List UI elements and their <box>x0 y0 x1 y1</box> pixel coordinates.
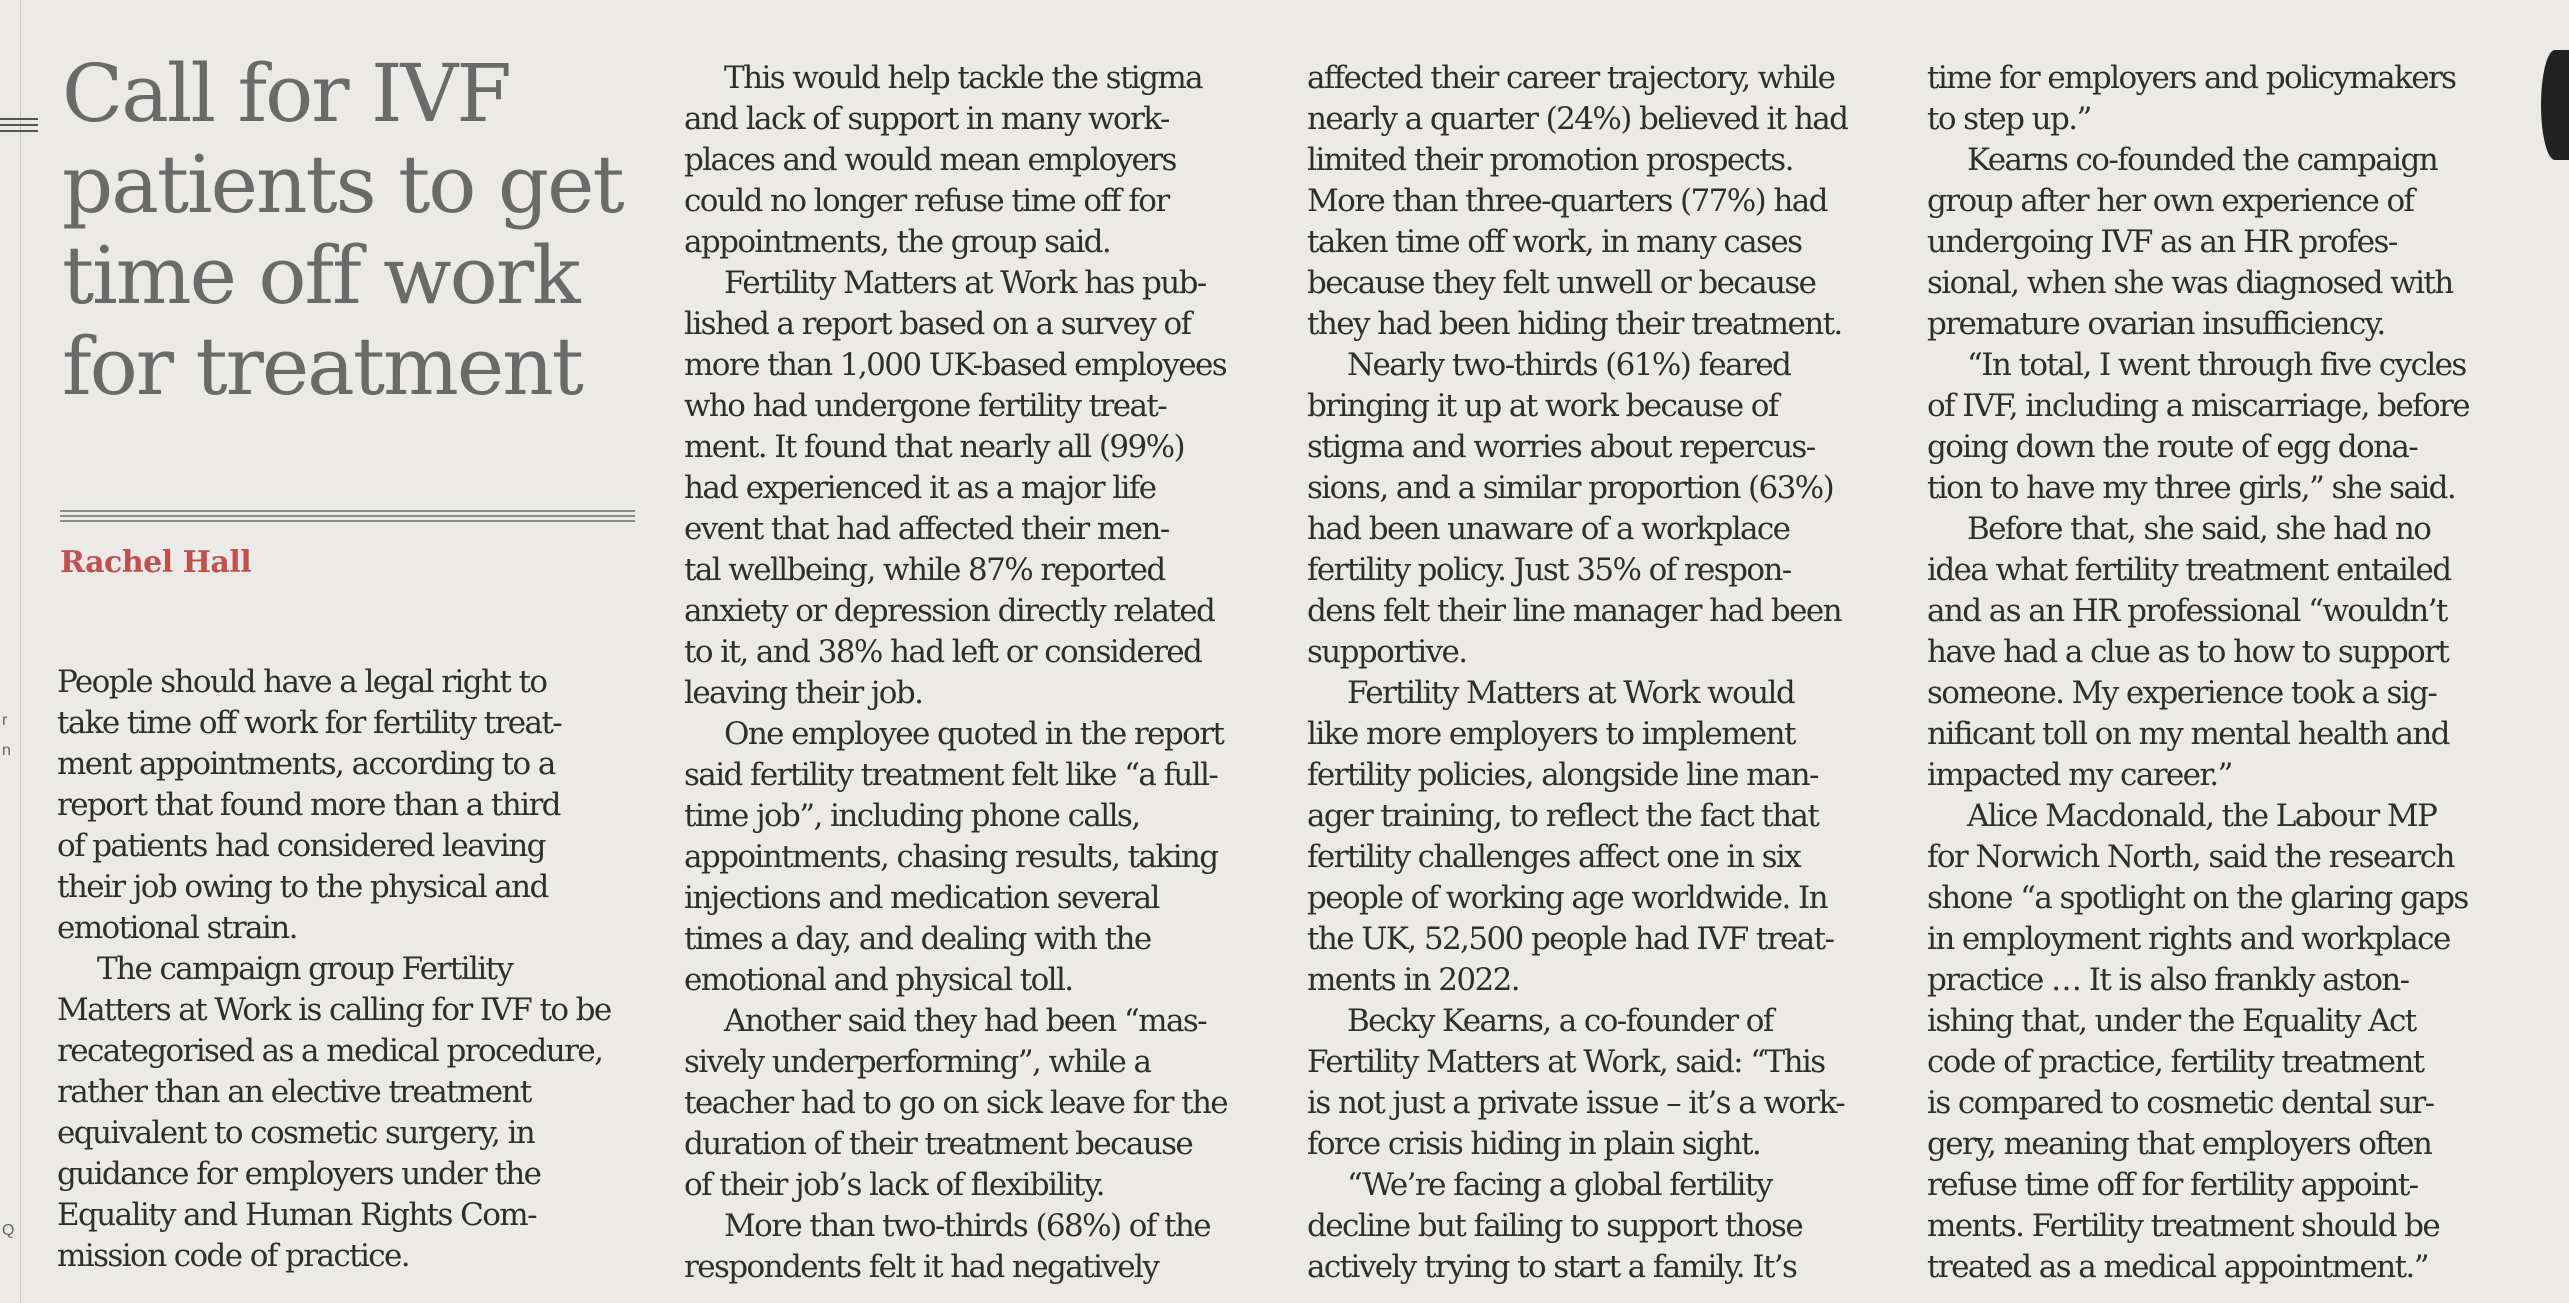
text-line: gery, meaning that employers often <box>1927 1126 2432 1162</box>
text-line: More than three-quarters (77%) had <box>1307 183 1827 219</box>
text-line: the UK, 52,500 people had IVF treat- <box>1307 921 1834 957</box>
text-line: idea what fertility treatment entailed <box>1927 552 2451 588</box>
rule-line <box>60 520 635 522</box>
text-line: could no longer refuse time off for <box>684 183 1169 219</box>
text-line: limited their promotion prospects. <box>1307 142 1793 178</box>
text-line: treated as a medical appointment.” <box>1927 1249 2428 1285</box>
text-line: nificant toll on my mental health and <box>1927 716 2449 752</box>
text-line: More than two-thirds (68%) of the <box>724 1208 1210 1244</box>
text-line: and lack of support in many work- <box>684 101 1169 137</box>
text-line: ments in 2022. <box>1307 962 1520 998</box>
article-paragraph <box>1307 345 1887 673</box>
text-line: supportive. <box>1307 634 1467 670</box>
text-line: shone “a spotlight on the glaring gaps <box>1927 880 2468 916</box>
text-line: and as an HR professional “wouldn’t <box>1927 593 2447 629</box>
text-line: appointments, the group said. <box>684 224 1111 260</box>
text-line: People should have a legal right to <box>57 664 547 700</box>
headline-line: patients to get <box>62 138 623 231</box>
text-line: decline but failing to support those <box>1307 1208 1803 1244</box>
text-line: Kearns co-founded the campaign <box>1967 142 2438 178</box>
article-paragraph <box>1927 140 2507 345</box>
article-column-3 <box>1307 58 1887 1288</box>
article-paragraph <box>1927 345 2507 509</box>
text-line: equivalent to cosmetic surgery, in <box>57 1115 535 1151</box>
text-line: fertility challenges affect one in six <box>1307 839 1801 875</box>
text-line: sions, and a similar proportion (63%) <box>1307 470 1834 506</box>
text-line: lished a report based on a survey of <box>684 306 1191 342</box>
text-line: “In total, I went through five cycles <box>1967 347 2466 383</box>
text-line: time job”, including phone calls, <box>684 798 1140 834</box>
text-line: “We’re facing a global fertility <box>1347 1167 1772 1203</box>
text-line: Matters at Work is calling for IVF to be <box>57 992 611 1028</box>
text-line: rather than an elective treatment <box>57 1074 531 1110</box>
text-line: sional, when she was diagnosed with <box>1927 265 2453 301</box>
text-line: ager training, to reflect the fact that <box>1307 798 1819 834</box>
text-line: taken time off work, in many cases <box>1307 224 1802 260</box>
text-line: respondents felt it had negatively <box>684 1249 1159 1285</box>
text-line: impacted my career.” <box>1927 757 2232 793</box>
text-line: anxiety or depression directly related <box>684 593 1215 629</box>
text-line: have had a clue as to how to support <box>1927 634 2449 670</box>
text-line: recategorised as a medical procedure, <box>57 1033 603 1069</box>
text-line: someone. My experience took a sig- <box>1927 675 2437 711</box>
article-paragraph <box>1927 509 2507 796</box>
text-line: of IVF, including a miscarriage, before <box>1927 388 2469 424</box>
text-line: in employment rights and workplace <box>1927 921 2450 957</box>
margin-mark: r <box>2 712 8 729</box>
article-paragraph <box>684 263 1264 714</box>
article-paragraph <box>684 58 1264 263</box>
text-line: more than 1,000 UK-based employees <box>684 347 1227 383</box>
text-line: Fertility Matters at Work has pub- <box>724 265 1206 301</box>
text-line: injections and medication several <box>684 880 1159 916</box>
text-line: Becky Kearns, a co-founder of <box>1347 1003 1773 1039</box>
text-line: like more employers to implement <box>1307 716 1795 752</box>
text-line: to step up.” <box>1927 101 2091 137</box>
text-line: leaving their job. <box>684 675 923 711</box>
text-line: undergoing IVF as an HR profes- <box>1927 224 2397 260</box>
text-line: tal wellbeing, while 87% reported <box>684 552 1165 588</box>
text-line: time for employers and policymakers <box>1927 60 2456 96</box>
byline-rules <box>60 510 635 525</box>
text-line: force crisis hiding in plain sight. <box>1307 1126 1761 1162</box>
text-line: duration of their treatment because <box>684 1126 1193 1162</box>
text-line: One employee quoted in the report <box>724 716 1224 752</box>
article-column-1 <box>57 662 637 1277</box>
article-paragraph <box>57 949 637 1277</box>
text-line: Nearly two-thirds (61%) feared <box>1347 347 1791 383</box>
text-line: ishing that, under the Equality Act <box>1927 1003 2416 1039</box>
text-line: fertility policy. Just 35% of respon- <box>1307 552 1791 588</box>
text-line: affected their career trajectory, while <box>1307 60 1835 96</box>
text-line: is not just a private issue – it’s a work- <box>1307 1085 1845 1121</box>
text-line: because they felt unwell or because <box>1307 265 1816 301</box>
margin-mark: n <box>2 742 11 759</box>
article-paragraph <box>684 714 1264 1001</box>
text-line: This would help tackle the stigma <box>724 60 1203 96</box>
headline-line: time off work <box>62 229 579 322</box>
article-headline <box>62 48 662 412</box>
text-line: to it, and 38% had left or considered <box>684 634 1202 670</box>
rule-line <box>60 510 635 512</box>
text-line: practice … It is also frankly aston- <box>1927 962 2409 998</box>
article-paragraph <box>1307 1165 1887 1288</box>
text-line: teacher had to go on sick leave for the <box>684 1085 1228 1121</box>
margin-mark: Q <box>2 1222 15 1239</box>
text-line: emotional and physical toll. <box>684 962 1073 998</box>
text-line: times a day, and dealing with the <box>684 921 1151 957</box>
article-column-2 <box>684 58 1264 1288</box>
text-line: places and would mean employers <box>684 142 1176 178</box>
article-column-4 <box>1927 58 2507 1288</box>
text-line: who had undergone fertility treat- <box>684 388 1167 424</box>
text-line: Alice Macdonald, the Labour MP <box>1967 798 2437 834</box>
text-line: fertility policies, alongside line man- <box>1307 757 1818 793</box>
text-line: emotional strain. <box>57 910 297 946</box>
text-line: refuse time off for fertility appoint- <box>1927 1167 2418 1203</box>
text-line: people of working age worldwide. In <box>1307 880 1828 916</box>
article-paragraph <box>1927 58 2507 140</box>
text-line: said fertility treatment felt like “a full- <box>684 757 1218 793</box>
rule-line <box>60 515 635 517</box>
text-line: is compared to cosmetic dental sur- <box>1927 1085 2434 1121</box>
text-line: nearly a quarter (24%) believed it had <box>1307 101 1848 137</box>
page-edge-mark <box>2541 50 2569 160</box>
text-line: sively underperforming”, while a <box>684 1044 1151 1080</box>
text-line: of patients had considered leaving <box>57 828 545 864</box>
text-line: Fertility Matters at Work would <box>1347 675 1795 711</box>
article-paragraph <box>1307 58 1887 345</box>
edge-rule <box>0 124 38 126</box>
text-line: Another said they had been “mas- <box>724 1003 1207 1039</box>
text-line: Equality and Human Rights Com- <box>57 1197 536 1233</box>
text-line: dens felt their line manager had been <box>1307 593 1841 629</box>
text-line: had experienced it as a major life <box>684 470 1156 506</box>
text-line: ment appointments, according to a <box>57 746 555 782</box>
text-line: ments. Fertility treatment should be <box>1927 1208 2440 1244</box>
text-line: they had been hiding their treatment. <box>1307 306 1842 342</box>
text-line: code of practice, fertility treatment <box>1927 1044 2424 1080</box>
text-line: mission code of practice. <box>57 1238 410 1274</box>
text-line: report that found more than a third <box>57 787 560 823</box>
article-paragraph <box>1927 796 2507 1288</box>
text-line: appointments, chasing results, taking <box>684 839 1218 875</box>
article-paragraph <box>684 1206 1264 1288</box>
edge-rule <box>0 118 38 120</box>
article-paragraph <box>1307 1001 1887 1165</box>
article-paragraph <box>1307 673 1887 1001</box>
text-line: their job owing to the physical and <box>57 869 548 905</box>
text-line: for Norwich North, said the research <box>1927 839 2454 875</box>
text-line: actively trying to start a family. It’s <box>1307 1249 1797 1285</box>
text-line: group after her own experience of <box>1927 183 2414 219</box>
text-line: Fertility Matters at Work, said: “This <box>1307 1044 1825 1080</box>
text-line: event that had affected their men- <box>684 511 1169 547</box>
text-line: ment. It found that nearly all (99%) <box>684 429 1184 465</box>
author-byline: Rachel Hall <box>60 545 252 580</box>
text-line: going down the route of egg dona- <box>1927 429 2418 465</box>
text-line: of their job’s lack of flexibility. <box>684 1167 1104 1203</box>
headline-line: Call for IVF <box>62 47 510 140</box>
text-line: The campaign group Fertility <box>97 951 513 987</box>
headline-line: for treatment <box>62 320 582 413</box>
text-line: guidance for employers under the <box>57 1156 541 1192</box>
text-line: tion to have my three girls,” she said. <box>1927 470 2456 506</box>
article-paragraph <box>684 1001 1264 1206</box>
article-paragraph <box>57 662 637 949</box>
page-fold-line <box>20 0 21 1303</box>
text-line: had been unaware of a workplace <box>1307 511 1790 547</box>
text-line: take time off work for fertility treat- <box>57 705 562 741</box>
text-line: stigma and worries about repercus- <box>1307 429 1815 465</box>
text-line: premature ovarian insufficiency. <box>1927 306 2385 342</box>
text-line: Before that, she said, she had no <box>1967 511 2431 547</box>
edge-rule <box>0 130 38 132</box>
text-line: bringing it up at work because of <box>1307 388 1778 424</box>
